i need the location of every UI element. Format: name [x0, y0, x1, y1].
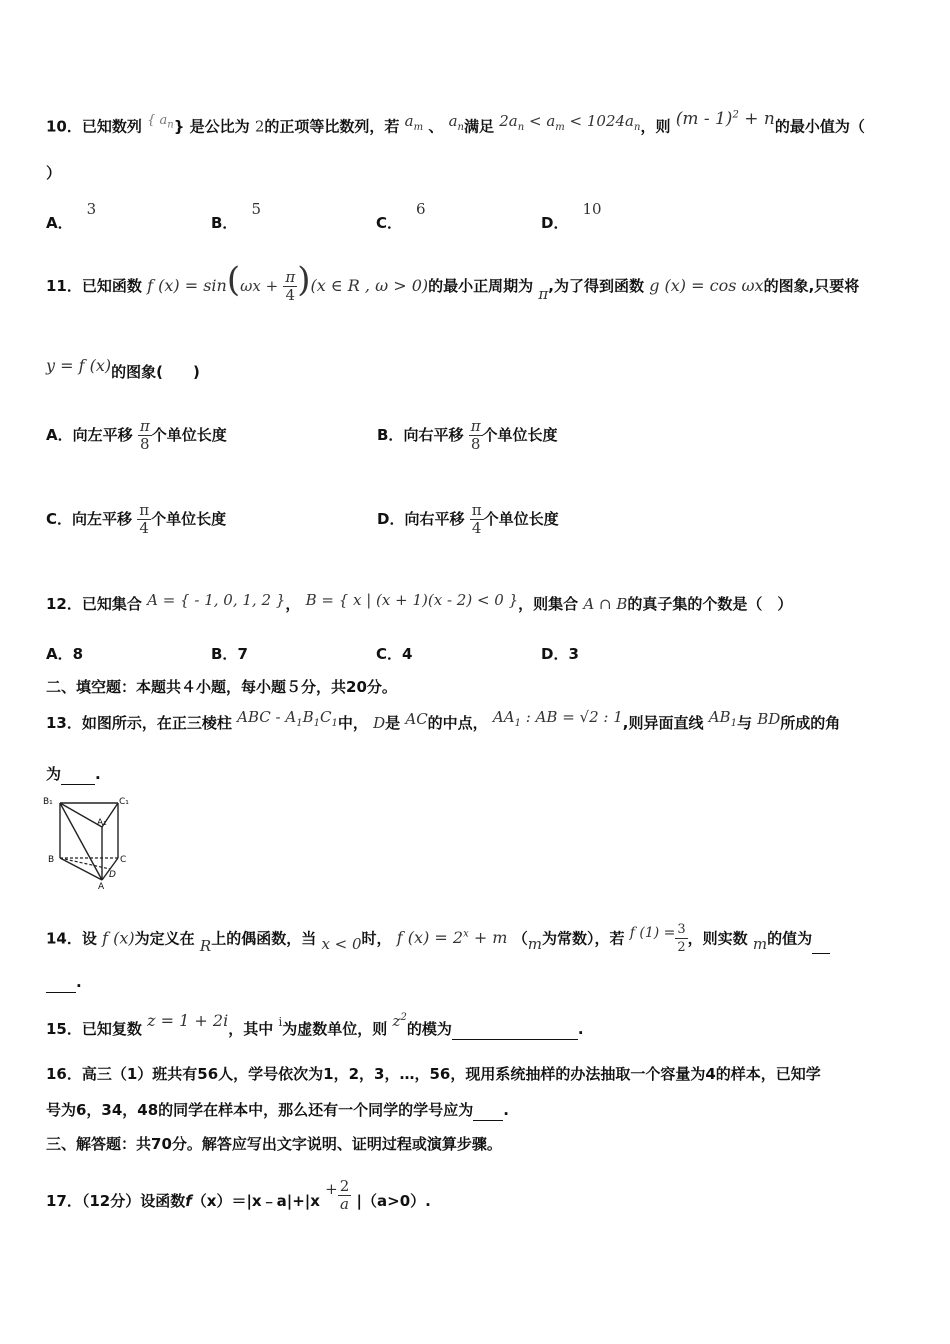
text: 的值为 — [767, 929, 813, 948]
text: 已知数列 — [81, 117, 142, 136]
frac-num: 2 — [339, 1177, 350, 1195]
option-fraction — [470, 502, 484, 537]
math: a — [404, 111, 414, 130]
frac-num: π — [139, 501, 150, 519]
text: |（a>0）. — [356, 1192, 431, 1210]
text: 时， — [361, 929, 392, 948]
q11-option-a[interactable] — [46, 418, 227, 453]
text: 上的偶函数，当 — [211, 929, 317, 948]
math-am: $a_m$ — [404, 111, 424, 133]
q12-option-c[interactable] — [376, 643, 412, 664]
math-fx-def: f $(x) = 2^x + m$ — [396, 928, 508, 948]
option-text: 个单位长度 — [482, 426, 558, 444]
text: 的正项等比数列，若 — [264, 117, 400, 136]
fraction-3-2 — [675, 921, 687, 956]
q10-option-b[interactable] — [211, 198, 261, 232]
text: 满足 — [464, 117, 495, 136]
frac-num: π — [471, 501, 482, 519]
option-label: C． — [376, 214, 403, 232]
math: 2a — [499, 111, 518, 130]
math-set-b: B = { x | (x + 1)(x - 2) < 0 } — [305, 591, 519, 609]
text: 的图象,只要将 — [763, 277, 860, 295]
math: m — [752, 935, 768, 954]
math: { a — [147, 112, 168, 128]
option-text: 个单位长度 — [151, 426, 227, 444]
math: R — [199, 937, 212, 956]
math-ab1: $AB_1$ — [708, 708, 737, 729]
frac-num: π — [285, 268, 296, 286]
text: 为常数），若 — [541, 929, 625, 948]
answer-blank[interactable] — [473, 1100, 503, 1121]
frac-den: 8 — [469, 435, 483, 453]
q16-stem: 16．高三（1）班共有56人，学号依次为1，2，3，…，56，现用系统抽样的办法抽取一个容量为4的样本，已知学 — [46, 1065, 821, 1083]
option-label: D． — [541, 645, 569, 663]
text: 的最小正周期为 — [428, 277, 534, 295]
frac-num: 3 — [677, 922, 686, 938]
math: z — [392, 1012, 401, 1030]
option-fraction — [138, 418, 152, 453]
label-c: C — [120, 855, 127, 865]
option-value: 4 — [402, 645, 413, 663]
q12-option-a[interactable] — [46, 643, 83, 664]
option-value: 3 — [86, 200, 97, 218]
math: AA — [492, 708, 515, 726]
math: + — [325, 1180, 338, 1198]
math: : AB = √2 : 1 — [525, 708, 623, 726]
math-arg: ωx + — [240, 277, 279, 295]
math-gx: g (x) = cos ωx — [649, 276, 764, 295]
math: 2 — [254, 117, 265, 136]
text: ， — [285, 595, 301, 613]
math: AB — [708, 708, 731, 726]
text: 为定义在 — [134, 929, 195, 948]
text: 中， — [337, 714, 368, 732]
text: ，其中 — [228, 1020, 274, 1038]
math-z2: $z^2$ — [392, 1012, 407, 1030]
section-heading-fill-in: 二、填空题：本题共４小题，每小题５分，共20分。 — [46, 678, 397, 696]
math: f (x) = 2 — [396, 928, 464, 948]
text: ，则 — [640, 117, 671, 136]
math: < 1024a — [569, 111, 634, 130]
q11-option-b[interactable] — [377, 418, 558, 453]
q11-stem-2 — [46, 356, 200, 382]
q13-stem — [46, 708, 841, 740]
text: ，则实数 — [687, 929, 748, 948]
math-an: $a_n$ — [448, 111, 464, 133]
math-seq: { $a_n$ — [147, 112, 174, 131]
option-value: 7 — [237, 645, 248, 663]
math-ratio: $AA_1$ : AB = √2 : 1 — [492, 708, 623, 729]
math: f (x) — [102, 928, 135, 948]
text: 为 — [46, 765, 62, 783]
label-b: B — [48, 855, 55, 865]
option-text: 向右平移 — [403, 426, 464, 444]
text: 的图象( ) — [111, 363, 200, 381]
q11-stem — [46, 262, 859, 304]
frac-num: π — [470, 417, 481, 435]
option-value: 6 — [416, 200, 426, 218]
text: 的真子集的个数是（ ） — [627, 595, 793, 613]
q13-stem-2 — [46, 764, 101, 785]
paren-open: ( — [226, 260, 241, 300]
fraction-pi-4 — [283, 269, 297, 304]
text: . — [503, 1101, 509, 1119]
q15-stem — [46, 1011, 584, 1040]
option-label: A． — [46, 214, 73, 232]
label-c1: C₁ — [119, 797, 129, 807]
q10-option-d[interactable] — [541, 198, 602, 232]
q10-option-a[interactable] — [46, 198, 97, 232]
text: 号为6，34，48的同学在样本中，那么还有一个同学的学号应为 — [46, 1101, 474, 1119]
prism-figure — [40, 792, 140, 892]
text: . — [76, 973, 82, 991]
q10-close: ） — [46, 164, 62, 182]
option-fraction — [469, 418, 483, 453]
math-prism: ABC - $A_1B_1C_1$ — [237, 708, 338, 729]
text: （x）＝|x﹣a|+|x — [191, 1192, 320, 1210]
math-period: π — [538, 285, 549, 303]
text: 已知函数 — [81, 277, 142, 295]
math: C — [319, 708, 332, 726]
option-label: B． — [211, 645, 238, 663]
math: < a — [528, 111, 556, 130]
text: 为虚数单位，则 — [282, 1020, 388, 1038]
option-value: 5 — [251, 200, 261, 218]
math-set-a: A = { - 1, 0, 1, 2 } — [147, 591, 286, 609]
text: 已知复数 — [81, 1020, 142, 1038]
q11-option-c[interactable] — [46, 502, 226, 537]
option-label: A． — [46, 645, 73, 663]
text: ,则异面直线 — [622, 714, 704, 732]
q12-stem — [46, 591, 793, 614]
text: 已知集合 — [81, 595, 142, 613]
frac-den: a — [340, 1195, 349, 1213]
q14-number: 14． — [46, 929, 82, 948]
text: . — [95, 765, 101, 783]
answer-blank[interactable] — [812, 923, 830, 954]
text: } 是公比为 — [173, 117, 250, 136]
math-ineq: $2a_n < a_m < 1024a_n$ — [499, 111, 641, 133]
math: f — [185, 1192, 192, 1210]
frac-den: 2 — [677, 940, 686, 956]
q11-option-d[interactable] — [377, 502, 559, 537]
option-label: A． — [46, 426, 73, 444]
text: 与 — [736, 714, 752, 732]
q13-number: 13． — [46, 714, 82, 732]
section-heading-solutions: 三、解答题：共70分。解答应写出文字说明、证明过程或演算步骤。 — [46, 1135, 502, 1153]
q10-stem — [46, 108, 865, 144]
math-expr: (m - 1)$^2$ + n — [675, 108, 775, 129]
math: AC — [405, 710, 428, 728]
option-text: 向左平移 — [72, 510, 133, 528]
math-intersection: A ∩ B — [583, 595, 628, 613]
q14-stem-2 — [46, 972, 82, 993]
math: B — [302, 708, 314, 726]
label-a: A — [98, 882, 105, 892]
text: ，则集合 — [518, 595, 579, 613]
paren-close: ) — [297, 260, 311, 300]
frac-den: 4 — [470, 519, 484, 537]
q12-number: 12． — [46, 595, 82, 613]
math: x < 0 — [321, 935, 362, 954]
text: （12分）设函数 — [81, 1192, 186, 1210]
frac-num: π — [139, 417, 150, 435]
text: 设 — [81, 929, 97, 948]
text: 是 — [385, 714, 401, 732]
answer-blank-cont[interactable] — [46, 972, 76, 993]
option-text: 向右平移 — [404, 510, 465, 528]
option-value: 10 — [582, 200, 602, 218]
text: 的模为 — [406, 1020, 452, 1038]
option-label: C． — [46, 510, 73, 528]
q16-stem-2 — [46, 1100, 509, 1121]
option-value: 8 — [72, 645, 84, 663]
frac-den: 8 — [138, 435, 152, 453]
q15-number: 15． — [46, 1020, 82, 1038]
text: 如图所示，在正三棱柱 — [81, 714, 232, 732]
option-label: D． — [541, 214, 569, 232]
label-b1: B₁ — [43, 797, 53, 807]
q11-number: 11． — [46, 277, 82, 295]
math: D — [373, 714, 386, 732]
math: ABC - A — [237, 708, 297, 726]
math: BD — [757, 710, 781, 728]
label-a1: A₁ — [97, 818, 107, 828]
q10-number: 10． — [46, 117, 82, 136]
q17-number: 17． — [46, 1192, 82, 1210]
fraction-2-a — [338, 1178, 352, 1213]
option-text: 个单位长度 — [151, 510, 227, 528]
text: 所成的角 — [780, 714, 841, 732]
frac-den: 4 — [137, 519, 151, 537]
text: 、 — [428, 117, 444, 136]
text: . — [577, 1020, 584, 1038]
q10-option-c[interactable] — [376, 198, 426, 232]
label-d: D — [109, 870, 116, 880]
math-fx: f (x) = sin — [147, 276, 227, 295]
option-fraction — [137, 502, 151, 537]
text: ,为了得到函数 — [548, 277, 644, 295]
answer-blank[interactable] — [452, 1019, 578, 1040]
text: （ — [512, 929, 528, 948]
math: (m - 1) — [675, 108, 733, 129]
math: z = 1 + 2i — [147, 1011, 229, 1030]
math: m — [527, 935, 542, 954]
math: + m — [473, 928, 508, 948]
option-label: B． — [211, 214, 238, 232]
option-label: D． — [377, 510, 405, 528]
option-value: 3 — [568, 645, 579, 663]
math: a — [448, 111, 458, 130]
text: 的最小值为（ — [774, 117, 865, 136]
math-domain: (x ∈ R , ω > 0) — [310, 276, 429, 295]
text: 的中点， — [427, 714, 488, 732]
option-text: 个单位长度 — [483, 510, 559, 528]
option-label: B． — [377, 426, 404, 444]
q12-option-d[interactable] — [541, 643, 579, 664]
math: i — [278, 1015, 283, 1029]
math-yfx: y = f (x) — [46, 356, 112, 375]
frac-den: 4 — [285, 286, 296, 304]
q12-option-b[interactable] — [211, 643, 248, 664]
math: + n — [744, 108, 775, 129]
math: f (1) = — [629, 925, 676, 942]
option-text: 向左平移 — [72, 426, 133, 444]
option-label: C． — [376, 645, 403, 663]
q17-stem — [46, 1177, 431, 1219]
answer-blank[interactable] — [61, 764, 95, 785]
q14-stem — [46, 920, 830, 956]
